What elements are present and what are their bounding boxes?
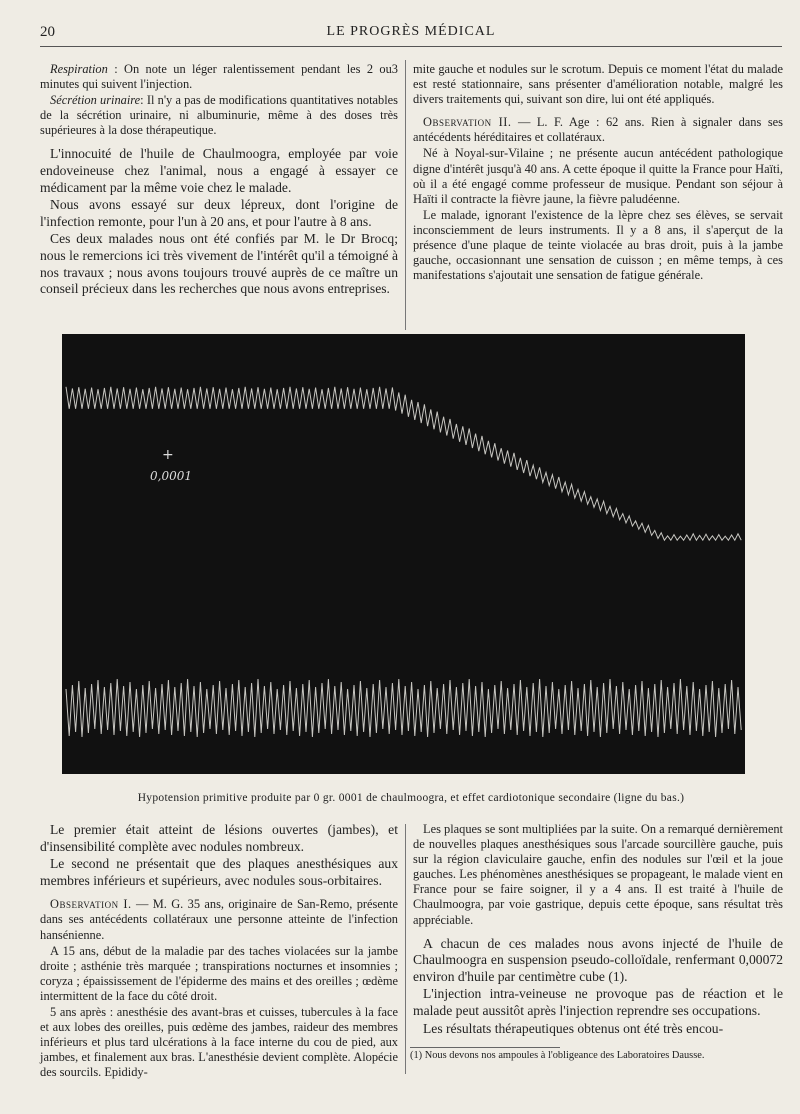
dose-annotation: 0,0001 bbox=[150, 469, 192, 483]
paragraph-haiti: Né à Noyal-sur-Vilaine ; ne présente aucun antécédent pathologique digne d'intérêt jusqu'à 40 ans. A cette époque il quitte la France pour Haïti, où il a été engagé comme professeur de musique. Pendant son séjour à Haïti il contracte la fièvre jaune, la fièvre paludéenne. bbox=[413, 146, 783, 206]
paragraph-respiration: Respiration : On note un léger ralentissement pendant les 2 ou3 minutes qui suivent l'injection. bbox=[40, 62, 398, 92]
page-header bbox=[40, 24, 782, 46]
label-observation-1: Observation I. bbox=[50, 897, 132, 912]
paragraph-secretion: Sécrétion urinaire: Il n'y a pas de modifications quantitatives notables de la sécrétion urinaire, ni albuminurie, même à des doses très supérieures à la dose thérapeutique. bbox=[40, 93, 398, 138]
journal-title: LE PROGRÈS MÉDICAL bbox=[326, 24, 496, 39]
kymograph-traces bbox=[62, 334, 745, 774]
column-divider-bottom bbox=[405, 824, 406, 1074]
injection-mark: + bbox=[162, 447, 174, 463]
footnote-rule bbox=[410, 1047, 560, 1048]
blood-pressure-trace bbox=[66, 387, 741, 540]
paragraph-progression: 5 ans après : anesthésie des avant-bras et cuisses, tubercules à la face et aux lobes des oreilles, puis œdème des jambes, raideur des membres inférieurs et plus tard ulcérations à la face interne du cou de pied, aux jambes, et finalement aux bras. L'anesthésie devient complète. Alopécie des sourcils. Epididy- bbox=[40, 1005, 398, 1080]
paragraph-first-patient: Le premier était atteint de lésions ouvertes (jambes), et d'insensibilité complète avec nodules nombreux. bbox=[40, 822, 398, 854]
paragraph-second-patient: Le second ne présentait que des plaques anesthésiques aux membres inférieurs et supérieurs, avec nodules sous-orbitaires. bbox=[40, 856, 398, 888]
column-right-bottom bbox=[413, 822, 783, 1038]
cardiac-trace bbox=[66, 679, 741, 737]
figure-caption: Hypotension primitive produite par 0 gr. 0001 de chaulmoogra, et effet cardiotonique secondaire (ligne du bas.) bbox=[137, 792, 685, 804]
column-divider-top bbox=[405, 60, 406, 330]
column-right-top bbox=[413, 62, 783, 284]
paragraph-results: Les résultats thérapeutiques obtenus ont été très encou- bbox=[423, 1020, 724, 1036]
paragraph-plaques: Les plaques se sont multipliées par la suite. On a remarqué dernièrement de nouvelles plaques anesthésiques sous l'arcade sourcillère gauche, puis sur la région claviculaire gauche, enfin des nodules sur l'œil et la joue gauches. Les phénomènes anesthésiques se propageant, le malade vient en France pour se faire soigner, il y a 4 ans. Il est traité à l'huile de Chaulmoogra, par voie gastrique, depuis cette époque, sans résultat très appréciable. bbox=[413, 822, 783, 927]
header-rule bbox=[40, 46, 782, 47]
paragraph-injection: A chacun de ces malades nous avons injecté de l'huile de Chaulmoogra en suspension pseudo-colloïdale, renfermant 0,00072 environ d'huile par centimètre cube (1). bbox=[413, 935, 783, 984]
paragraph-two-lepers: Nous avons essayé sur deux lépreux, dont l'origine de l'infection remonte, pour l'un à 20 ans, et pour l'autre à 8 ans. bbox=[40, 197, 398, 229]
paragraph-acknowledgement: Ces deux malades nous ont été confiés par M. le Dr Brocq; nous le remercions ici très vivement de l'intérêt qu'il a témoigné à nos travaux ; nous avons toujours trouvé auprès de ce maître un conseil précieux dans les recherches que nous avons entreprises. bbox=[40, 231, 398, 297]
column-left-bottom bbox=[40, 822, 398, 1082]
paragraph-onset: A 15 ans, début de la maladie par des taches violacées sur la jambe droite ; asthénie très marquée ; transpirations nocturnes et insomnies ; coryza ; épaississement de l'épiderme des mains et des oreilles ; œdème intermittent de la face du côté droit. bbox=[40, 943, 398, 1003]
paragraph-innocuite: L'innocuité de l'huile de Chaulmoogra, employée par voie endoveineuse chez l'animal, nous a engagé à essayer ce médicament par la même voie chez le malade. bbox=[40, 146, 398, 195]
kymograph-figure bbox=[62, 334, 745, 774]
paragraph-observation-1: Observation I. — M. G. 35 ans, originaire de San-Remo, présente dans ses antécédents collatéraux une personne atteinte de l'infection hansénienne. bbox=[40, 897, 398, 942]
paragraph-continuation: mite gauche et nodules sur le scrotum. Depuis ce moment l'état du malade est resté stationnaire, sans présenter d'amélioration notable, malgré les divers traitements qui, suivant son dire, lui ont été appliqués. bbox=[413, 62, 783, 107]
column-left-top bbox=[40, 62, 398, 299]
label-respiration: Respiration bbox=[50, 62, 108, 76]
label-observation-2: Observation II. bbox=[423, 115, 512, 130]
label-secretion: Sécrétion urinaire bbox=[50, 93, 141, 108]
paragraph-no-reaction: L'injection intra-veineuse ne provoque pas de réaction et le malade peut aussitôt après l'injection reprendre ses occupations. bbox=[413, 986, 783, 1019]
footnote: (1) Nous devons nos ampoules à l'obligeance des Laboratoires Dausse. bbox=[410, 1050, 705, 1061]
paragraph-lepre-onset: Le malade, ignorant l'existence de la lèpre chez ses élèves, se servait inconsciemment de leurs instruments. Il y a 8 ans, il s'aperçut de la présence d'une plaque de teinte violacée au bras droit, puis à la jambe gauche, occasionnant une sensation de cuisson ; en même temps, à ces manifestations s'ajoutait une sensation de fatigue générale. bbox=[413, 207, 783, 283]
page-number: 20 bbox=[40, 24, 55, 40]
paragraph-observation-2: Observation II. — L. F. Age : 62 ans. Rien à signaler dans ses antécédents héréditaires et collatéraux. bbox=[413, 115, 783, 145]
